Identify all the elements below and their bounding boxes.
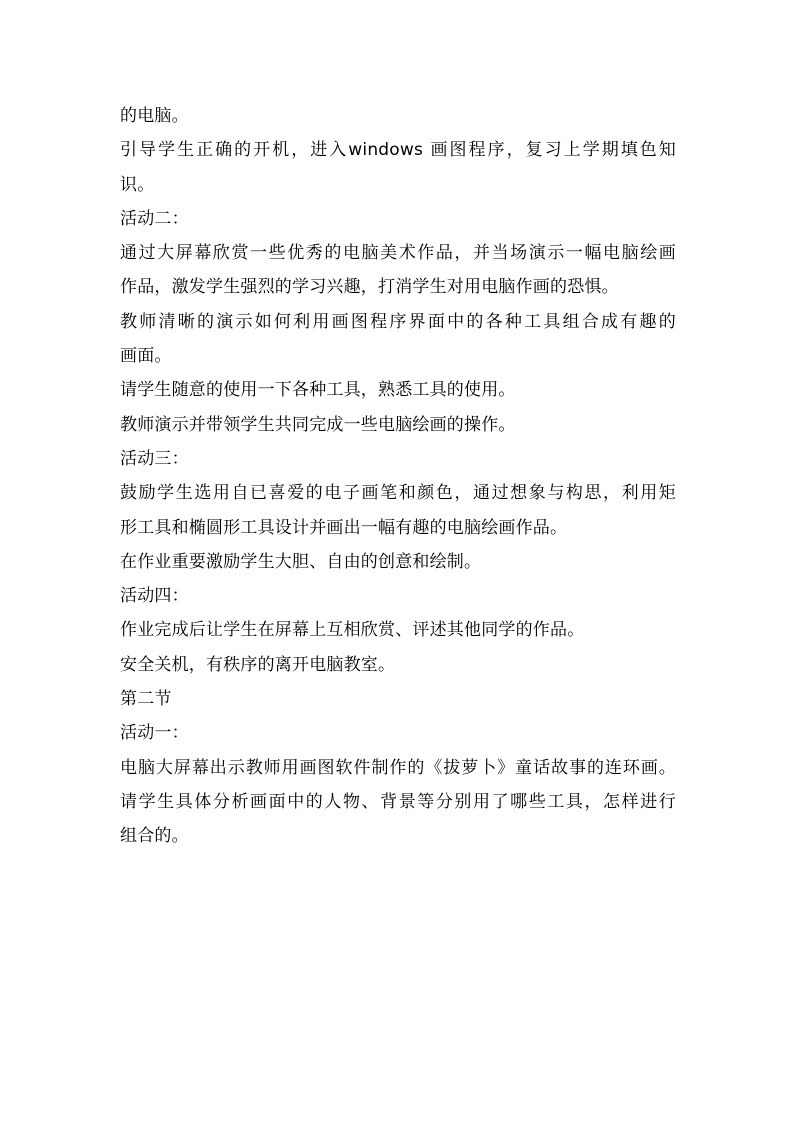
text-line-20: 电脑大屏幕出示教师用画图软件制作的《拔萝卜》童话故事的连环画。 — [120, 757, 676, 778]
text-line-10: 教师演示并带领学生共同完成一些电脑绘画的操作。 — [120, 414, 516, 435]
text-line-5: 通过大屏幕欣赏一些优秀的电脑美术作品，并当场演示一幅电脑绘画 — [120, 243, 676, 264]
text-line-16: 作业完成后让学生在屏幕上互相欣赏、评述其他同学的作品。 — [120, 620, 585, 641]
section-heading-activity-2: 活动二： — [120, 208, 189, 229]
text-line-2: 引导学生正确的开机，进入windows 画图程序，复习上学期填色知 — [120, 140, 676, 161]
section-heading-activity-4: 活动四： — [120, 586, 189, 607]
text-line-22: 组合的。 — [120, 826, 189, 847]
text-line-14: 在作业重要激励学生大胆、自由的创意和绘制。 — [120, 551, 482, 572]
section-heading-lesson-2: 第二节 — [120, 689, 172, 710]
document-body — [120, 99, 676, 854]
text-line-8: 画面。 — [120, 346, 172, 367]
text-line-12: 鼓励学生选用自已喜爱的电子画笔和颜色，通过想象与构思，利用矩 — [120, 483, 676, 504]
text-line-6: 作品，激发学生强烈的学习兴趣，打消学生对用电脑作画的恐惧。 — [120, 277, 619, 298]
section-heading-activity-1: 活动一： — [120, 723, 189, 744]
text-line-1: 的电脑。 — [120, 106, 189, 126]
text-line-13: 形工具和椭圆形工具设计并画出一幅有趣的电脑绘画作品。 — [120, 517, 568, 538]
text-line-3: 识。 — [120, 174, 155, 195]
text-line-9: 请学生随意的使用一下各种工具，熟悉工具的使用。 — [120, 380, 516, 401]
text-line-21: 请学生具体分析画面中的人物、背景等分别用了哪些工具，怎样进行 — [120, 791, 676, 812]
text-line-17: 安全关机，有秩序的离开电脑教室。 — [120, 654, 396, 675]
section-heading-activity-3: 活动三： — [120, 448, 189, 469]
text-line-7: 教师清晰的演示如何利用画图程序界面中的各种工具组合成有趣的 — [120, 311, 676, 332]
